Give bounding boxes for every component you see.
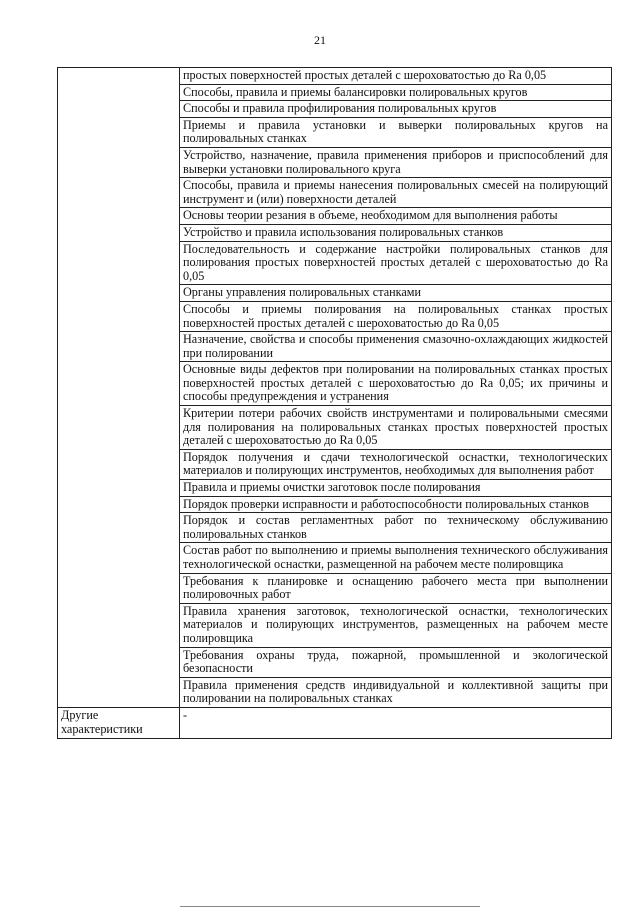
requirement-item: Правила применения средств индивидуальной и коллективной защиты при полировании на полировальных станках xyxy=(180,677,612,707)
requirement-item: Способы, правила и приемы балансировки полировальных кругов xyxy=(180,84,612,101)
other-characteristics-label: Другие характеристики xyxy=(58,707,180,738)
requirement-item: Приемы и правила установки и выверки полировальных кругов на полировальных станках xyxy=(180,117,612,147)
requirement-item: Устройство и правила использования полировальных станков xyxy=(180,224,612,241)
requirement-item: Назначение, свойства и способы применения смазочно-охлаждающих жидкостей при полировании xyxy=(180,332,612,362)
requirement-item: Порядок и состав регламентных работ по техническому обслуживанию полировальных станков xyxy=(180,513,612,543)
requirement-item: Основные виды дефектов при полировании на полировальных станках простых поверхностей простых деталей с шероховатостью до Ra 0,05; их причины и способы предупреждения и устранения xyxy=(180,362,612,406)
requirement-item: Органы управления полировальных станками xyxy=(180,285,612,302)
page-number: 21 xyxy=(314,33,326,47)
requirement-item: Порядок получения и сдачи технологической оснастки, технологических материалов и полирующих инструментов, необходимых для выполнения работ xyxy=(180,449,612,479)
section-label-cell xyxy=(58,68,180,708)
table-row xyxy=(58,68,612,85)
requirement-item: Требования охраны труда, пожарной, промышленной и экологической безопасности xyxy=(180,647,612,677)
requirement-item: Последовательность и содержание настройки полировальных станков для полирования простых поверхностей простых деталей с шероховатостью до Ra 0,05 xyxy=(180,241,612,285)
requirement-item: Правила и приемы очистки заготовок после полирования xyxy=(180,480,612,497)
other-characteristics-row xyxy=(58,707,612,738)
requirement-item: Способы, правила и приемы нанесения полировальных смесей на полирующий инструмент и (или) поверхности деталей xyxy=(180,178,612,208)
requirement-item: Основы теории резания в объеме, необходимом для выполнения работы xyxy=(180,208,612,225)
bottom-divider xyxy=(180,906,480,907)
other-characteristics-value: - xyxy=(180,707,612,738)
requirement-item: Критерии потери рабочих свойств инструментами и полировальными смесями для полирования на полировальных станках простых поверхностей простых деталей с шероховатостью до Ra 0,05 xyxy=(180,406,612,450)
requirement-item: Порядок проверки исправности и работоспособности полировальных станков xyxy=(180,496,612,513)
requirements-table xyxy=(57,67,612,739)
requirement-item: Требования к планировке и оснащению рабочего места при выполнении полировочных работ xyxy=(180,573,612,603)
requirement-item: Способы и приемы полирования на полировальных станках простых поверхностей простых деталей с шероховатостью до Ra 0,05 xyxy=(180,301,612,331)
requirement-item: Состав работ по выполнению и приемы выполнения технического обслуживания технологической оснастки, размещенной на рабочем месте полировщика xyxy=(180,543,612,573)
requirement-item: простых поверхностей простых деталей с шероховатостью до Ra 0,05 xyxy=(180,68,612,85)
requirement-item: Правила хранения заготовок, технологической оснастки, технологических материалов и полирующих инструментов, размещенных на рабочем месте полировщика xyxy=(180,603,612,647)
requirement-item: Устройство, назначение, правила применения приборов и приспособлений для выверки установки полировального круга xyxy=(180,147,612,177)
requirement-item: Способы и правила профилирования полировальных кругов xyxy=(180,101,612,118)
